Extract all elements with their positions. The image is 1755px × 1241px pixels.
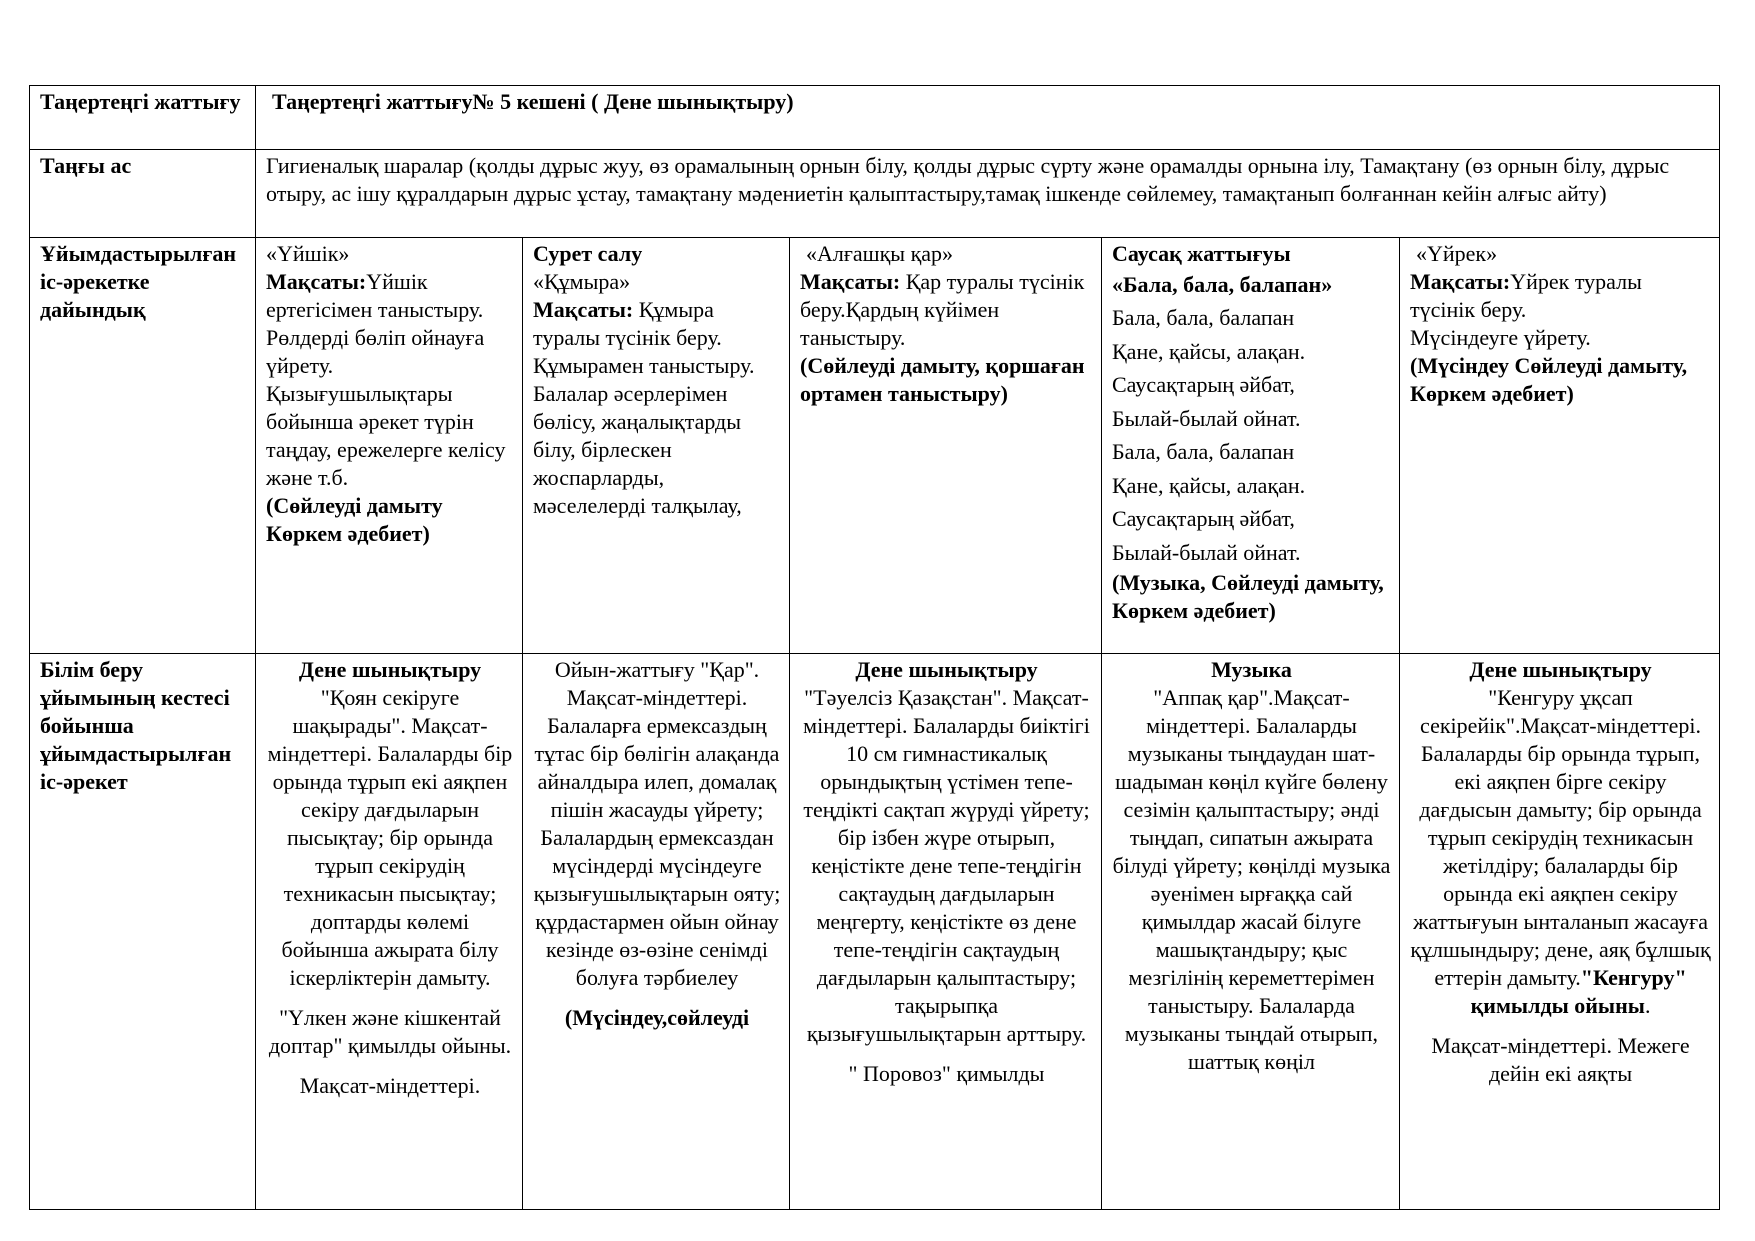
schedule-monday [256, 654, 523, 1210]
row-label-morning: Таңертеңгі жаттығу [30, 86, 256, 150]
row-scheduled-activity [30, 654, 1720, 1210]
finger-rhyme-line: Бала, бала, балапан [1112, 305, 1295, 330]
prep-friday-goal-label: Мақсаты: [1410, 269, 1511, 294]
row-breakfast [30, 150, 1720, 238]
morning-exercise-content: Таңертеңгі жаттығу№ 5 кешені ( Дене шынықтыру) [256, 86, 1720, 150]
schedule-tuesday-body: Ойын-жаттығу "Қар". Мақсат-міндеттері. Балаларға ермексаздың тұтас бір бөлігін алақанда айналдыра илеп, домалақ пішін жасауды үйрету; Балалардың ермексаздан мүсіндерді мүсіндеуге қызығушылықтарын ояту; құрдастармен ойын ойнау кезінде өз-өзіне сенімді болуға тәрбиелеу [533, 657, 781, 990]
prep-thursday-subtitle: «Бала, бала, балапан» [1112, 272, 1333, 297]
prep-friday-goal: Үйрек туралы түсінік беру. [1410, 269, 1642, 322]
prep-tuesday-goal: Құмыра туралы түсінік беру. Құмырамен таныстыру. [533, 297, 755, 378]
row-label-preparation: Ұйымдастырылған іс-әрекетке дайындық [30, 238, 256, 654]
schedule-friday [1400, 654, 1720, 1210]
schedule-thursday-title: Музыка [1211, 657, 1292, 682]
schedule-friday-body: "Кенгуру ұқсап секірейік".Мақсат-міндеттері. Балаларды бір орында тұрып, екі аяқпен бірге секіру дағдысын дамыту; бір орында тұрып секірудің техникасын жетілдіру; балаларды бір орында екі аяқпен секіру жаттығуын ынталанып жасауға құлшындыру; дене, аяқ бұлшық еттерін дамыту. [1410, 685, 1711, 990]
prep-wednesday-title: «Алғашқы қар» [806, 241, 954, 266]
schedule-wednesday [790, 654, 1102, 1210]
schedule-friday-game-end: . [1644, 993, 1651, 1018]
schedule-thursday [1102, 654, 1400, 1210]
prep-wednesday-goal-label: Мақсаты: [800, 269, 901, 294]
schedule-wednesday-game: " Поровоз" қимылды [848, 1061, 1045, 1086]
finger-rhyme-line: Бала, бала, балапан [1112, 439, 1295, 464]
schedule-tuesday [523, 654, 790, 1210]
row-morning-exercise [30, 86, 1720, 150]
finger-rhyme-line: Қане, қайсы, алақан. [1112, 338, 1306, 364]
finger-rhyme-line: Саусақтарың әйбат, [1112, 372, 1295, 397]
prep-tuesday [523, 238, 790, 654]
prep-thursday-subjects: (Музыка, Сөйлеуді дамыту, Көркем әдебиет) [1112, 570, 1384, 623]
row-label-schedule: Білім беру ұйымының кестесі бойынша ұйымдастырылған іс-әрекет [30, 654, 256, 1210]
prep-wednesday-subjects: (Сөйлеуді дамыту, қоршаған ортамен таныстыру) [800, 353, 1085, 406]
schedule-thursday-body: "Аппақ қар".Мақсат-міндеттері. Балаларды музыканы тыңдаудан шат-шадыман көңіл күйге бөлену сезімін қалыптастыру; әнді тыңдап, сипатын ажырата білуді үйрету; көңілді музыка әуенімен ырғаққа сай қимылдар жасай білуге машықтандыру; қыс мезгілінің кереметтерімен таныстыру. Балаларда музыканы тыңдай отырып, шаттық көңіл [1112, 685, 1391, 1074]
prep-friday-title: «Үйрек» [1416, 241, 1498, 266]
schedule-wednesday-title: Дене шынықтыру [855, 657, 1038, 682]
schedule-wednesday-body: "Тәуелсіз Қазақстан". Мақсат-міндеттері. Балаларды биіктігі 10 см гимнастикалық орындықтың үстімен тепе-теңдікті сақтап жүруді үйрету; бір ізбен жүре отырып, кеңістікте дене тепе-теңдігін сақтаудың дағдыларын меңгерту, кеңістікте өз дене тепе-теңдігін сақтаудың дағдыларын қалыптастыру; тақырыпқа қызығушылықтарын арттыру. [803, 685, 1090, 1046]
finger-rhyme-line: Былай-былай ойнат. [1112, 539, 1301, 565]
schedule-friday-tail: Мақсат-міндеттері. Межеге дейін екі аяқты [1431, 1033, 1690, 1086]
prep-monday-subjects: (Сөйлеуді дамыту Көркем әдебиет) [266, 493, 443, 546]
schedule-monday-tail: Мақсат-міндеттері. [299, 1073, 481, 1098]
schedule-monday-game: "Үлкен және кішкентай доптар" қимылды ойыны. [268, 1005, 512, 1058]
prep-monday-goal: Үйшік ертегісімен таныстыру. Рөлдерді бөліп ойнауға үйрету. Қызығушылықтары бойынша әрекет түрін таңдау, ережелерге келісу және т.б. [266, 269, 506, 490]
finger-rhyme-line: Қане, қайсы, алақан. [1112, 472, 1306, 498]
prep-tuesday-extra: Балалар әсерлерімен бөлісу, жаңалықтарды білу, бірлескен жоспарларды, мәселелерді талқылау, [533, 381, 742, 518]
prep-tuesday-title: Сурет салу [533, 241, 643, 266]
finger-rhyme-line: Былай-былай ойнат. [1112, 405, 1301, 431]
prep-monday-title: «Үйшік» [266, 241, 350, 266]
prep-thursday [1102, 238, 1400, 654]
schedule-tuesday-subjects: (Мүсіндеу,сөйлеуді [564, 1005, 750, 1030]
schedule-monday-body: "Қоян секіруге шақырады". Мақсат-міндеттері. Балаларды бір орында тұрып екі аяқпен секіру дағдыларын пысықтау; бір орында тұрып секірудің техникасын пысықтау; доптарды көлемі бойынша ажырата білу іскерліктерін дамыту. [267, 685, 513, 990]
breakfast-content: Гигиеналық шаралар (қолды дұрыс жуу, өз орамалының орнын білу, қолды дұрыс сүрту және орамалды орнына ілу, Тамақтану (өз орнын білу, дұрыс отыру, ас ішу құралдарын дұрыс ұстау, тамақтану мәдениетін қалыптастыру,тамақ ішкенде сөйлемеу, тамақтанып болғаннан кейін алғыс айту) [256, 150, 1720, 238]
prep-tuesday-subtitle: «Құмыра» [533, 269, 631, 294]
schedule-monday-title: Дене шынықтыру [298, 657, 482, 682]
prep-monday [256, 238, 523, 654]
prep-tuesday-goal-label: Мақсаты: [533, 297, 634, 322]
finger-rhyme-line: Саусақтарың әйбат, [1112, 506, 1295, 531]
prep-wednesday [790, 238, 1102, 654]
prep-thursday-title: Саусақ жаттығуы [1112, 241, 1291, 266]
row-label-breakfast: Таңғы ас [30, 150, 256, 238]
prep-friday-subjects: (Мүсіндеу Сөйлеуді дамыту, Көркем әдебиет) [1410, 353, 1688, 406]
prep-wednesday-goal: Қар туралы түсінік беру.Қардың күйімен таныстыру. [800, 269, 1085, 350]
prep-friday [1400, 238, 1720, 654]
row-preparation [30, 238, 1720, 654]
schedule-friday-title: Дене шынықтыру [1469, 657, 1652, 682]
prep-monday-goal-label: Мақсаты: [266, 269, 367, 294]
prep-friday-goal-2: Мүсіндеуге үйрету. [1410, 325, 1591, 350]
schedule-friday-game: "Кенгуру" қимылды ойыны [1470, 965, 1687, 1018]
daily-plan-table [29, 85, 1720, 1210]
